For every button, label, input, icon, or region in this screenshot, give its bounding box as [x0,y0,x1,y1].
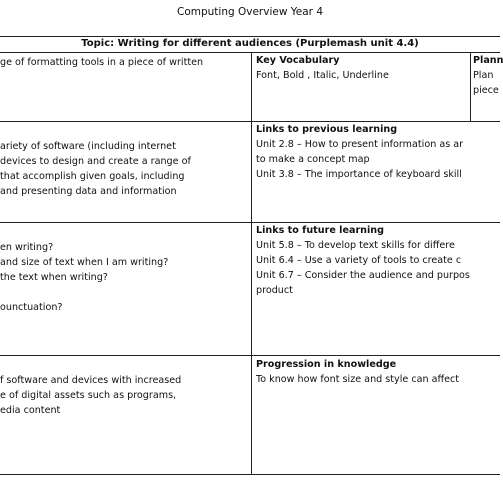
future-learning-line: Unit 6.7 – Consider the audience and purpos [256,270,470,281]
question-line: the text when writing? [0,272,108,283]
future-learning-cell [256,223,500,298]
future-learning-line: Unit 6.4 – Use a variety of tools to create c [256,255,462,266]
previous-learning-line: to make a concept map [256,154,370,165]
curriculum-line: that accomplish given goals, including [0,171,185,182]
progression-line: To know how font size and style can affect [256,374,460,385]
questions-cell [0,240,249,315]
progression-heading: Progression in knowledge [256,359,397,370]
objective-text: ge of formatting tools in a piece of written [0,57,204,68]
curriculum-line: and presenting data and information [0,186,177,197]
table-line [0,474,500,475]
vocabulary-text: Font, Bold , Italic, Underline [256,70,389,81]
skills-cell [0,373,249,418]
skills-line: edia content [0,405,61,416]
previous-learning-cell [256,122,500,182]
question-line [0,285,249,300]
question-line: and size of text when I am writing? [0,257,169,268]
vocabulary-cell [256,53,468,83]
planning-heading: Plann [473,55,503,66]
skills-line: f software and devices with increased [0,375,182,386]
future-learning-line: Unit 5.8 – To develop text skills for differe [256,240,455,251]
curriculum-cell [0,139,249,199]
vocabulary-heading: Key Vocabulary [256,55,340,66]
curriculum-line: devices to design and create a range of [0,156,191,167]
objective-cell [0,55,249,70]
planning-line: Plan [473,70,494,81]
question-line: en writing? [0,242,54,253]
table-line [0,36,500,37]
planning-cell [473,53,503,98]
future-learning-line: product [256,285,293,296]
curriculum-line: ariety of software (including internet [0,141,176,152]
table-line [470,52,471,121]
previous-learning-line: Unit 3.8 – The importance of keyboard skill [256,169,462,180]
page-title: Computing Overview Year 4 [176,6,323,18]
table-line [251,52,252,474]
previous-learning-line: Unit 2.8 – How to present information as ar [256,139,464,150]
topic-heading: Topic: Writing for different audiences (Purplemash unit 4.4) [81,38,419,49]
previous-learning-heading: Links to previous learning [256,124,398,135]
planning-line: piece [473,85,499,96]
future-learning-heading: Links to future learning [256,225,384,236]
table-line [0,355,500,356]
progression-cell [256,357,500,387]
skills-line: e of digital assets such as programs, [0,390,177,401]
question-line: ounctuation? [0,302,63,313]
